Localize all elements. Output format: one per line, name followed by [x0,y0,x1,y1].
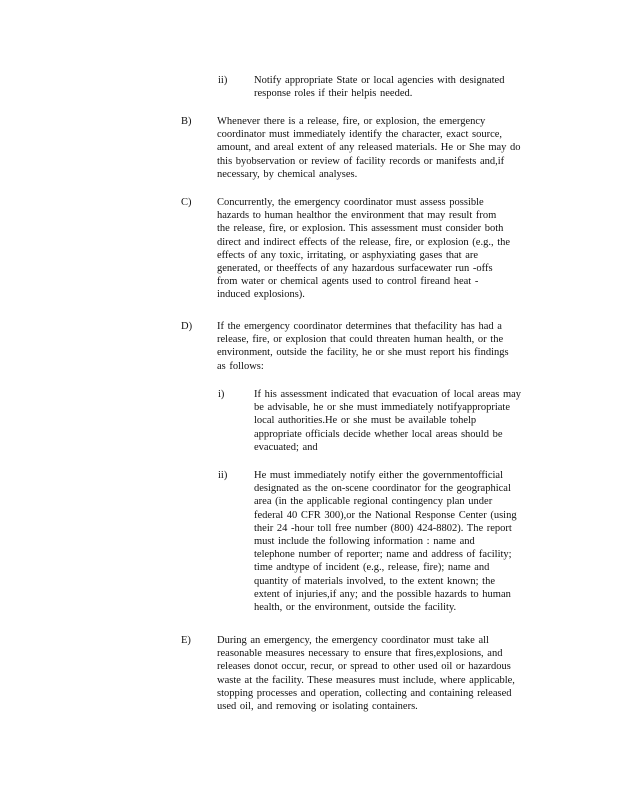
text-line: environment, outside the facility, he or she must report his findings [217,347,509,359]
text-line: as follows: [217,360,264,372]
text-line: necessary, by chemical analyses. [217,168,358,180]
text-line: this byobservation or review of facility records or manifests and,if [217,155,505,167]
text-line: reasonable measures necessary to ensure that fires,explosions, and [217,648,503,660]
text-line: evacuated; and [254,441,318,453]
text-line: Notify appropriate State or local agencies with designated [254,75,505,86]
text-line: If the emergency coordinator determines that thefacility has had a [217,321,502,332]
text-line: release, fire, or explosion that could threaten human health, or the [217,334,504,346]
item-label-D: D) [181,321,193,332]
text-line: hazards to human healthor the environment that may result from [217,210,497,222]
text-line: health, or the environment, outside the facility. [254,602,457,614]
item-text-B [217,115,551,181]
text-line: releases donot occur, recur, or spread to other used oil or hazardous [217,661,511,673]
text-line: their 24 -hour toll free number (800) 424-8802). The report [254,522,512,534]
item-label-D-i: i) [218,389,225,400]
text-line: be advisable, he or she must immediately notifyappropriate [254,402,511,414]
text-line: federal 40 CFR 300),or the National Response Center (using [254,509,517,521]
item-label-ii-top: ii) [218,75,228,86]
text-line: He must immediately notify either the governmentofficial [254,470,503,481]
item-text-D [217,320,535,373]
text-line: designated as the on-scene coordinator for the geographical [254,483,511,495]
text-line: quantity of materials involved, to the extent known; the [254,575,495,587]
item-text-D-ii [254,469,532,614]
text-line: If his assessment indicated that evacuation of local areas may [254,389,522,400]
text-line: effects of any toxic, irritating, or asphyxiating gases that are [217,249,479,261]
text-line: induced explosions). [217,289,305,301]
text-line: stopping processes and operation, collecting and containing released [217,687,512,699]
item-text-E [217,634,539,713]
text-line: time andtype of incident (e.g., release, fire); name and [254,562,490,574]
text-line: local authorities.He or she must be available tohelp [254,415,477,427]
item-text-C [217,196,541,302]
text-line: direct and indirect effects of the release, fire, or explosion (e.g., the [217,236,511,248]
text-line: appropriate officials decide whether local areas should be [254,428,503,440]
text-line: waste at the facility. These measures must include, where applicable, [217,674,515,686]
text-line: coordinator must immediately identify the character, exact source, [217,129,503,141]
item-text-D-i [254,388,544,454]
text-line: area (in the applicable regional contingency plan under [254,496,493,508]
text-line: must include the following information : name and [254,536,475,548]
text-line: extent of injuries,if any; and the possible hazards to human [254,588,511,600]
text-line: the release, fire, or explosion. This assessment must consider both [217,223,504,235]
item-label-E: E) [181,635,191,646]
item-text-ii-top [254,74,526,100]
text-line: Whenever there is a release, fire, or explosion, the emergency [217,116,486,127]
item-label-D-ii: ii) [218,470,228,481]
item-label-C: C) [181,197,192,208]
text-line: telephone number of reporter; name and address of facility; [254,549,512,561]
text-line: response roles if their helpis needed. [254,88,413,100]
text-line: generated, or theeffects of any hazardous surfacewater run -offs [217,263,493,275]
text-line: During an emergency, the emergency coordinator must take all [217,635,489,646]
item-label-B: B) [181,116,192,127]
text-line: used oil, and removing or isolating containers. [217,701,418,713]
text-line: amount, and areal extent of any released materials. He or She may do [217,142,521,154]
text-line: Concurrently, the emergency coordinator must assess possible [217,197,484,208]
text-line: from water or chemical agents used to control fireand heat - [217,276,479,288]
